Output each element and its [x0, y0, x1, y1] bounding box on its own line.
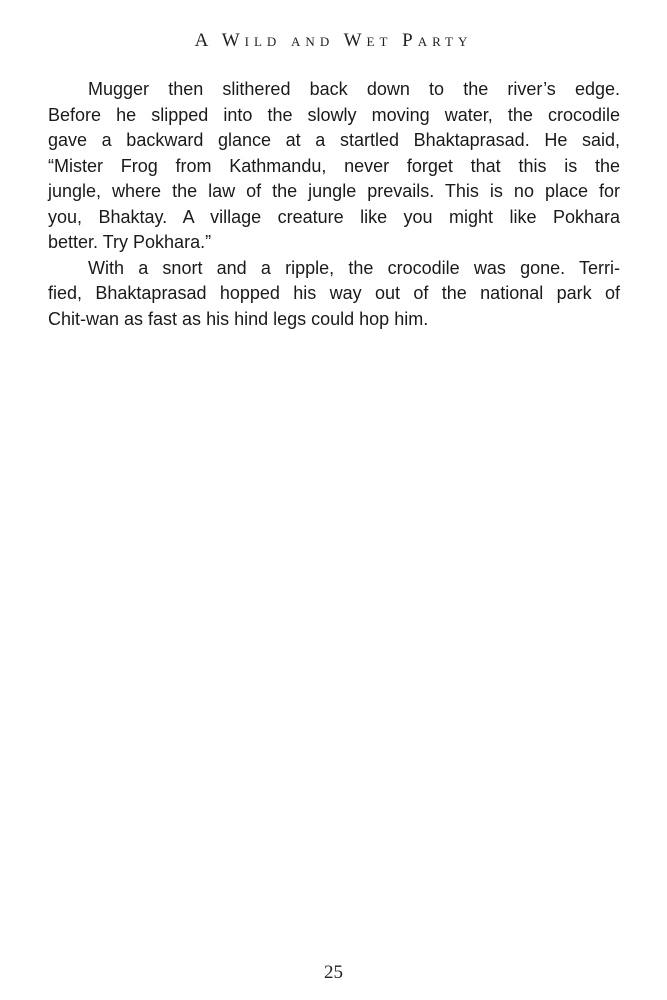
text-line: gave a backward glance at a startled Bhaktaprasad. He said,: [48, 130, 620, 150]
text-line: you, Bhaktay. A village creature like you might like Pokhara: [48, 206, 620, 227]
page-number: 25: [324, 962, 343, 983]
paragraph-2: [48, 256, 620, 333]
text-line: Chit-wan as fast as his hind legs could hop him.: [48, 308, 429, 329]
text-line: “Mister Frog from Kathmandu, never forget that this is the: [48, 155, 620, 176]
text-line: better. Try Pokhara.”: [48, 232, 212, 252]
body-text: [48, 77, 620, 332]
running-head: A Wild and Wet Party: [194, 30, 473, 51]
text-line: Mugger then slithered back down to the river’s edge.: [88, 79, 620, 99]
text-line: With a snort and a ripple, the crocodile was gone. Terri-: [88, 257, 620, 278]
text-line: fied, Bhaktaprasad hopped his way out of the national park of: [48, 283, 620, 303]
text-line: jungle, where the law of the jungle prevails. This is no place for: [48, 181, 620, 201]
paragraph-1: [48, 77, 620, 256]
text-line: Before he slipped into the slowly moving water, the crocodile: [48, 104, 620, 125]
